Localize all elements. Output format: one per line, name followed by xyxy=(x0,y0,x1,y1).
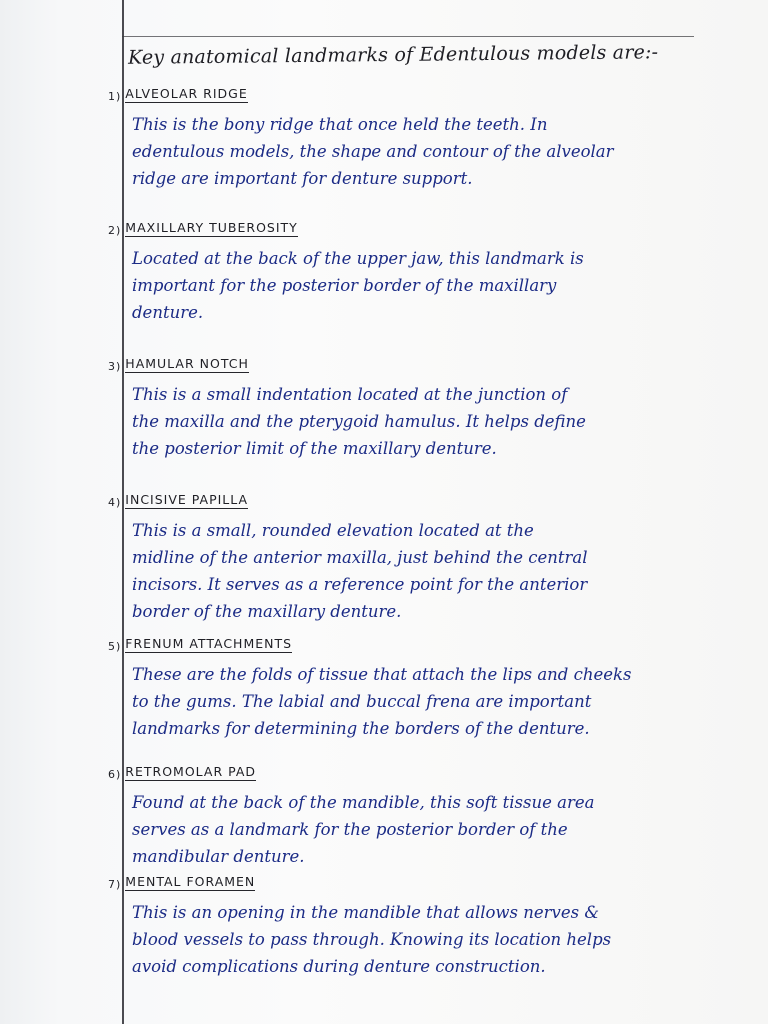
section-title xyxy=(108,636,688,653)
body-line: border of the maxillary denture. xyxy=(132,602,402,621)
body-line: ridge are important for denture support. xyxy=(132,169,473,188)
section-body xyxy=(132,661,688,742)
section-title xyxy=(108,86,688,103)
section-body xyxy=(132,111,688,192)
section-title-text: INCISIVE PAPILLA xyxy=(125,492,249,507)
section-hamular-notch xyxy=(108,356,688,462)
section-title-text: RETROMOLAR PAD xyxy=(125,764,257,779)
section-number: 3) xyxy=(108,360,122,373)
section-title-text: MAXILLARY TUBEROSITY xyxy=(125,220,298,235)
section-title xyxy=(108,874,688,891)
body-line: denture. xyxy=(132,303,204,322)
body-line: important for the posterior border of the maxillary xyxy=(132,276,557,295)
body-line: blood vessels to pass through. Knowing its location helps xyxy=(132,930,612,949)
section-incisive-papilla xyxy=(108,492,688,625)
body-line: the maxilla and the pterygoid hamulus. It helps define xyxy=(132,412,586,431)
body-line: mandibular denture. xyxy=(132,847,305,866)
section-body xyxy=(132,245,688,326)
body-line: This is an opening in the mandible that allows nerves & xyxy=(132,903,600,922)
body-line: edentulous models, the shape and contour of the alveolar xyxy=(132,142,614,161)
section-title-text: ALVEOLAR RIDGE xyxy=(125,86,248,101)
section-body xyxy=(132,381,688,462)
section-title xyxy=(108,764,688,781)
page-heading: Key anatomical landmarks of Edentulous models are:- xyxy=(127,41,659,69)
body-line: midline of the anterior maxilla, just behind the central xyxy=(132,548,588,567)
section-title xyxy=(108,492,688,509)
section-number: 5) xyxy=(108,640,122,653)
section-number: 1) xyxy=(108,90,122,103)
body-line: This is a small, rounded elevation located at the xyxy=(132,521,534,540)
body-line: serves as a landmark for the posterior border of the xyxy=(132,820,568,839)
body-line: This is the bony ridge that once held the teeth. In xyxy=(132,115,548,134)
section-mental-foramen xyxy=(108,874,688,980)
section-title xyxy=(108,356,688,373)
body-line: These are the folds of tissue that attach the lips and cheeks xyxy=(132,665,632,684)
section-body xyxy=(132,517,688,625)
body-line: landmarks for determining the borders of the denture. xyxy=(132,719,590,738)
section-number: 4) xyxy=(108,496,122,509)
section-number: 7) xyxy=(108,878,122,891)
body-line: This is a small indentation located at the junction of xyxy=(132,385,568,404)
body-line: Located at the back of the upper jaw, this landmark is xyxy=(132,249,584,268)
section-maxillary-tuberosity xyxy=(108,220,688,326)
section-body xyxy=(132,789,688,870)
section-retromolar-pad xyxy=(108,764,688,870)
body-line: avoid complications during denture construction. xyxy=(132,957,546,976)
section-title xyxy=(108,220,688,237)
section-number: 6) xyxy=(108,768,122,781)
header-rule xyxy=(122,36,694,37)
section-title-text: MENTAL FORAMEN xyxy=(125,874,256,889)
body-line: to the gums. The labial and buccal frena are important xyxy=(132,692,592,711)
section-title-text: FRENUM ATTACHMENTS xyxy=(125,636,293,651)
section-title-text: HAMULAR NOTCH xyxy=(125,356,249,371)
section-frenum-attachments xyxy=(108,636,688,742)
body-line: the posterior limit of the maxillary denture. xyxy=(132,439,497,458)
section-body xyxy=(132,899,688,980)
section-alveolar-ridge xyxy=(108,86,688,192)
body-line: incisors. It serves as a reference point for the anterior xyxy=(132,575,588,594)
section-number: 2) xyxy=(108,224,122,237)
body-line: Found at the back of the mandible, this soft tissue area xyxy=(132,793,595,812)
